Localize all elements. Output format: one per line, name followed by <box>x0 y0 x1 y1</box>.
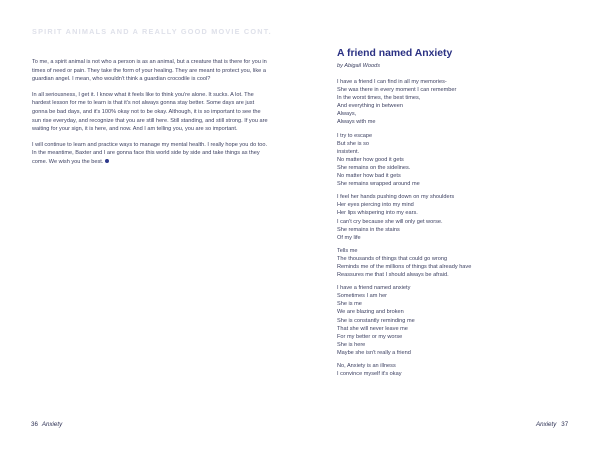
poem-line: And everything in between <box>337 103 403 110</box>
poem-line: I have a friend I can find in all my memories- <box>337 79 447 85</box>
poem-line: She remains on the sidelines. <box>337 164 411 171</box>
poem-title: A friend named Anxiety <box>337 48 453 59</box>
poem-line: Tells me <box>337 247 358 254</box>
poem-stanza <box>337 193 569 242</box>
left-body-text <box>32 58 270 174</box>
poem-line: Reassures me that I should always be afraid. <box>337 272 449 279</box>
poem-line: In the worst times, the best times, <box>337 95 421 102</box>
right-page <box>300 0 600 453</box>
page-folio-right <box>536 421 568 428</box>
folio-label: Anxiety <box>536 421 557 428</box>
poem-line: Sometimes I am her <box>337 293 388 300</box>
poem-line: I can't cry because she will only get worse. <box>337 218 443 225</box>
poem-line: Of my life <box>337 234 361 241</box>
poem-line: She is constantly reminding me <box>337 317 415 324</box>
poem-line: Her lips whispering into my ears. <box>337 210 418 217</box>
poem-line: No, Anxiety is an illness <box>337 363 396 369</box>
end-mark-icon <box>105 159 109 163</box>
page-folio-left <box>31 421 62 428</box>
poem-line: I have a friend named anxiety <box>337 285 411 292</box>
poem-line: Always with me <box>337 119 376 126</box>
poem-line: Always, <box>337 111 357 118</box>
poem-stanza <box>337 132 569 189</box>
poem-line: She is me <box>337 301 362 308</box>
poem-line: That she will never leave me <box>337 325 408 332</box>
paragraph-text: I will continue to learn and practice ways to manage my mental health. I really hope you do too. In the meantime, Baxter and I are gonna face this world side by side and take things as they come. We wish you the best. <box>32 141 268 165</box>
poem-stanza <box>337 284 569 357</box>
poem-line: She remains in the stains <box>337 226 400 233</box>
poem-line: But she is so <box>337 140 370 147</box>
poem-stanza <box>337 362 569 378</box>
poem-stanza <box>337 78 569 127</box>
poem-line: She remains wrapped around me <box>337 181 420 188</box>
poem-stanza <box>337 247 569 279</box>
poem-stanzas <box>337 78 569 378</box>
poem-line: Her eyes piercing into my mind <box>337 202 414 209</box>
poem-line: No matter how bad it gets <box>337 173 401 180</box>
poem-byline: by Abigail Woods <box>337 63 381 69</box>
folio-label: Anxiety <box>41 421 63 428</box>
paragraph-last <box>32 141 270 167</box>
poem-line: The thousands of things that could go wrong <box>337 255 448 262</box>
poem-line: Maybe she isn't really a friend <box>337 349 411 356</box>
poem-line: For my better or my worse <box>337 333 403 340</box>
poem-line: She was there in every moment I can remember <box>337 87 457 94</box>
poem-line: We are blazing and broken <box>337 309 404 316</box>
poem-line: She is here <box>337 341 366 348</box>
poem-line: Reminds me of the millions of things that already have <box>337 263 472 270</box>
poem-line: I feel her hands pushing down on my shoulders <box>337 194 455 201</box>
poem-line: insistent. <box>337 148 360 155</box>
paragraph: To me, a spirit animal is not who a person is as an animal, but a creature that is there for you in times of need or pain. They take the form of your healing. They are meant to protect you, like a guardian angel. I mean, who wouldn't think a guardian crocodile is cool? <box>32 59 267 83</box>
poem <box>337 48 569 383</box>
running-head: SPIRIT ANIMALS AND A REALLY GOOD MOVIE CONT. <box>32 27 272 36</box>
paragraph: In all seriousness, I get it. I know what it feels like to think you're alone. It sucks. A lot. The hardest lesson for me to learn is that it's not always gonna stay better. Some days are just gonna be bad days, and it's 100% okay not to be okay. Although, it is so important to see the sun rise everyday, and recognize that you are still here. Still standing, and still strong. If you are waiting for your sign, it is here, and now. And I am telling you, you are so important. <box>32 91 268 133</box>
page-number: 36 <box>31 421 38 428</box>
poem-line: I try to escape <box>337 132 373 139</box>
poem-line: No matter how good it gets <box>337 156 404 163</box>
poem-line: I convince myself it's okay <box>337 371 402 378</box>
page-number: 37 <box>561 421 569 428</box>
